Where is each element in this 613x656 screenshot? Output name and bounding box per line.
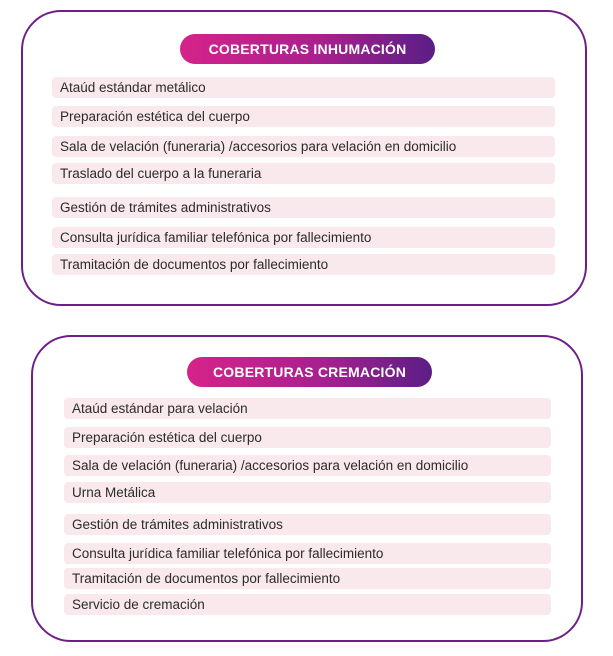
- inhumacion-title-badge: COBERTURAS INHUMACIÓN: [180, 34, 435, 64]
- coverage-item: Ataúd estándar metálico: [52, 77, 555, 98]
- cremacion-title-badge: COBERTURAS CREMACIÓN: [187, 357, 432, 387]
- coverage-item: Traslado del cuerpo a la funeraria: [52, 163, 555, 184]
- coverage-item: Tramitación de documentos por fallecimiento: [64, 568, 551, 589]
- coverage-item: Gestión de trámites administrativos: [52, 197, 555, 218]
- cremacion-coverage-card: [31, 335, 583, 642]
- coverage-item: Servicio de cremación: [64, 594, 551, 615]
- coverage-item: Urna Metálica: [64, 482, 551, 503]
- coverage-item: Ataúd estándar para velación: [64, 398, 551, 419]
- coverage-item: Preparación estética del cuerpo: [64, 427, 551, 448]
- inhumacion-coverage-card: [21, 10, 587, 306]
- coverage-item: Gestión de trámites administrativos: [64, 514, 551, 535]
- coverage-item: Consulta jurídica familiar telefónica por fallecimiento: [64, 543, 551, 564]
- coverage-item: Consulta jurídica familiar telefónica por fallecimiento: [52, 227, 555, 248]
- coverage-item: Sala de velación (funeraria) /accesorios para velación en domicilio: [52, 136, 555, 157]
- coverage-item: Sala de velación (funeraria) /accesorios para velación en domicilio: [64, 455, 551, 476]
- coverage-item: Tramitación de documentos por fallecimiento: [52, 254, 555, 275]
- coverage-item: Preparación estética del cuerpo: [52, 106, 555, 127]
